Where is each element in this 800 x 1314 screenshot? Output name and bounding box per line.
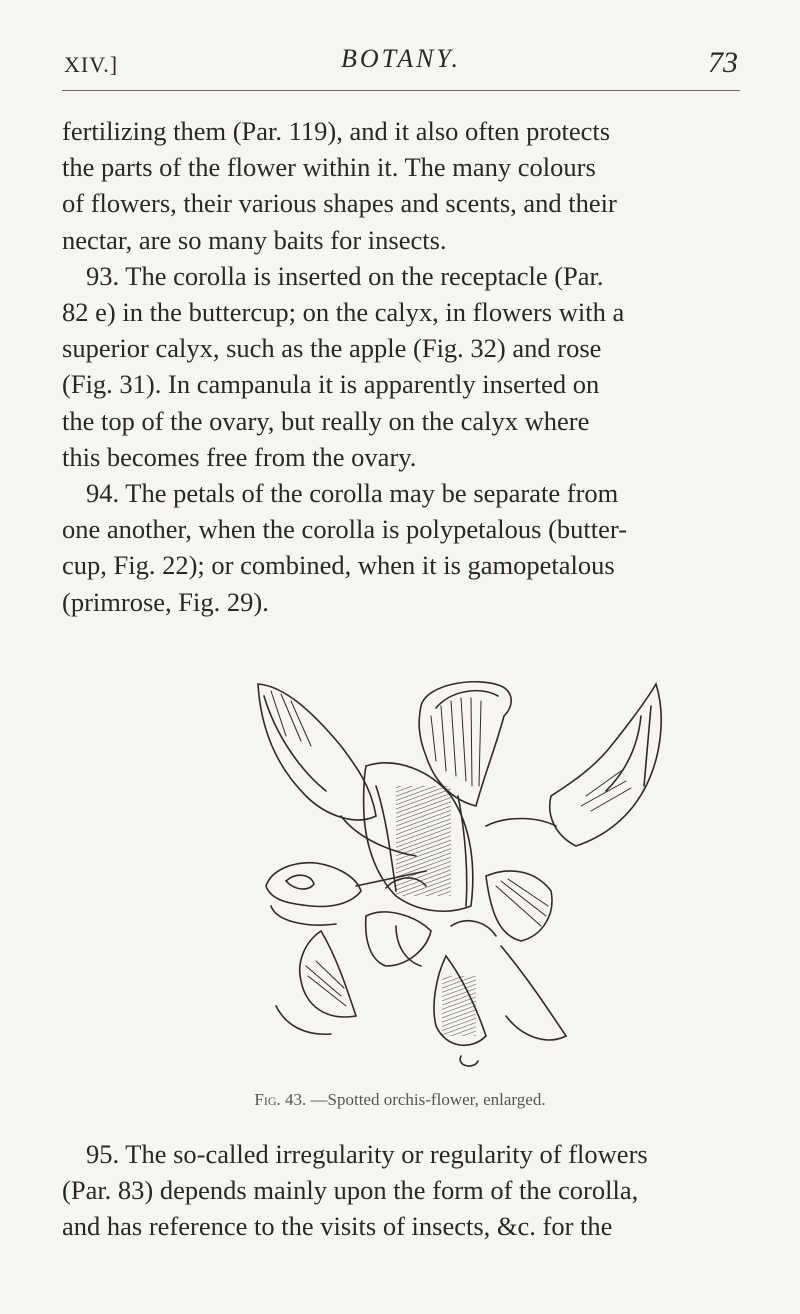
body-text-upper (62, 113, 738, 620)
text-line: of flowers, their various shapes and scents, and their (62, 188, 617, 219)
text-line: the top of the ovary, but really on the calyx where (62, 405, 590, 436)
text-line: the parts of the flower within it. The many colours (62, 152, 596, 183)
text-line: one another, when the corolla is polypetalous (butter- (62, 514, 628, 545)
paragraph-95 (62, 1136, 738, 1245)
running-header (62, 40, 740, 91)
page-number: 73 (708, 46, 738, 79)
text-line: 95. The so-called irregularity or regularity of flowers (86, 1139, 648, 1169)
paragraph-93 (62, 258, 738, 475)
text-line: and has reference to the visits of insects, &c. for the (62, 1211, 613, 1242)
text-line: cup, Fig. 22); or combined, when it is gamopetalous (62, 550, 615, 581)
text-line: (Par. 83) depends mainly upon the form of the corolla, (62, 1175, 639, 1206)
orchis-flower-illustration (246, 676, 686, 1071)
figure-caption (0, 1090, 800, 1110)
paragraph-94 (62, 475, 738, 620)
running-title: BOTANY. (341, 44, 461, 73)
text-line: superior calyx, such as the apple (Fig. 32) and rose (62, 333, 602, 364)
body-text-lower (62, 1136, 738, 1245)
text-line: nectar, are so many baits for insects. (62, 224, 447, 255)
figure-label: Fig. 43. (254, 1090, 307, 1109)
figure-caption-text: —Spotted orchis-flower, enlarged. (310, 1090, 546, 1109)
text-line: 94. The petals of the corolla may be separate from (86, 478, 619, 509)
chapter-label: XIV.] (64, 52, 119, 77)
text-line: fertilizing them (Par. 119), and it also often protects (62, 116, 611, 146)
text-line: 93. The corolla is inserted on the receptacle (Par. (86, 260, 604, 291)
text-line: (Fig. 31). In campanula it is apparently inserted on (62, 369, 600, 400)
paragraph-92-continued (62, 113, 738, 258)
text-line: 82 e) in the buttercup; on the calyx, in flowers with a (62, 297, 625, 328)
text-line: this becomes free from the ovary. (62, 441, 417, 472)
text-line: (primrose, Fig. 29). (62, 586, 269, 617)
